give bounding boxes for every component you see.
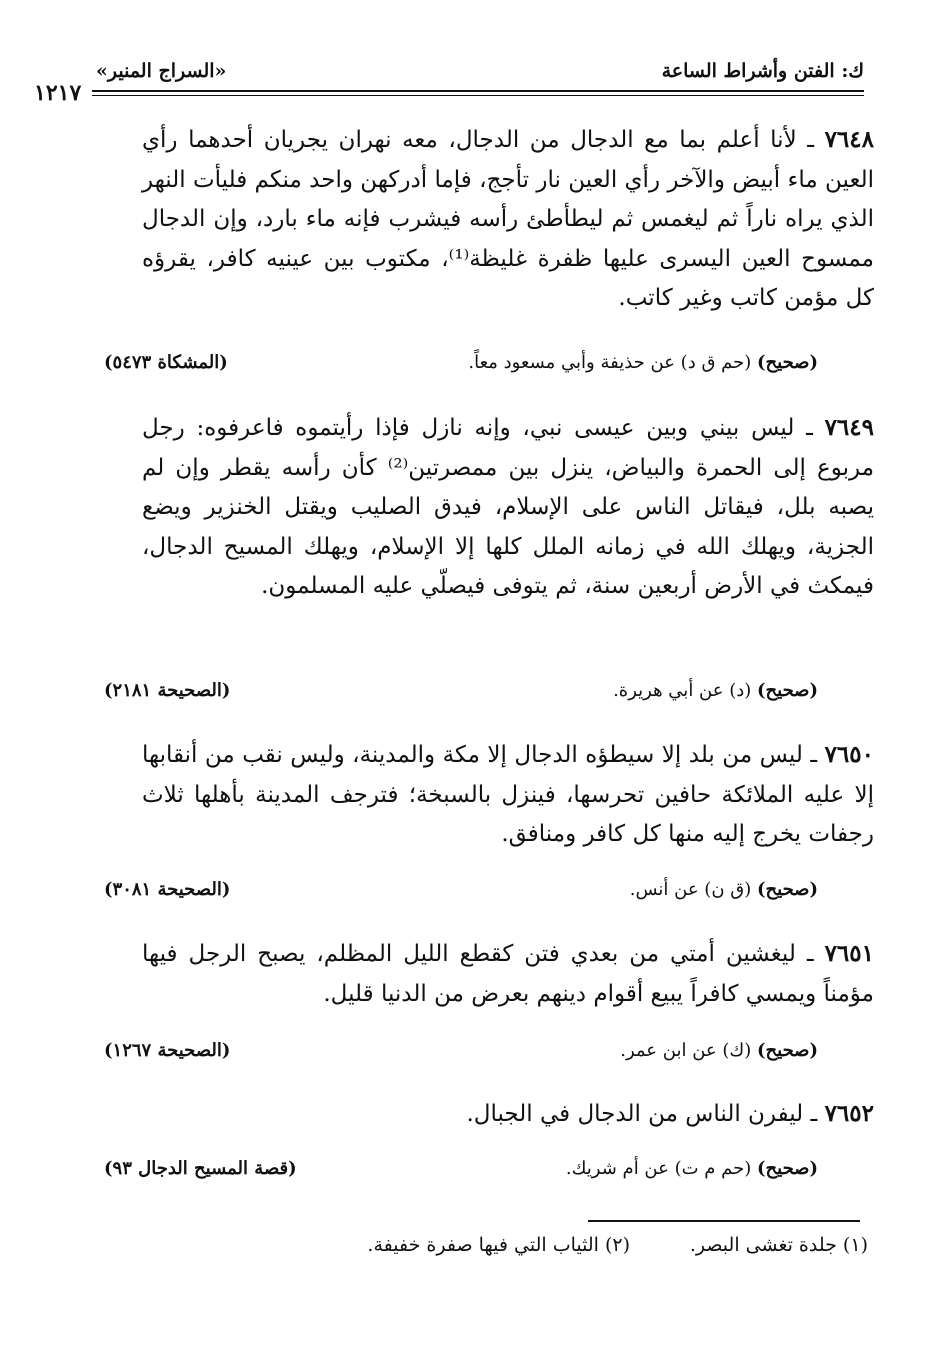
hadith-7651: ٧٦٥١ ـ ليغشين أمتي من بعدي فتن كقطع الليل المظلم، يصبح الرجل فيها مؤمناً ويمسي كافراً يبيع أقوام دينهم بعرض من الدنيا قليل. <box>142 940 874 1007</box>
grade-label: (صحيح) <box>757 879 818 900</box>
hadith-number: ٧٦٤٨ <box>824 126 874 153</box>
hadith-text: ليس بيني وبين عيسى نبي، وإنه نازل فإذا رأيتموه فاعرفوه: رجل مربوع إلى الحمرة والبياض، ينزل بين ممصرتين⁽²⁾ كأن رأسه يقطر وإن لم يصبه بلل، فيقاتل الناس على الإسلام، فيدق الصليب ويقتل الخنزير ويضع الجزية، ويهلك الله في زمانه الملل كلها إلا الإسلام، ويهلك المسيح الدجال، فيمكث في الأرض أربعين سنة، ثم يتوفى فيصلّي عليه المسلمون. <box>142 415 875 599</box>
hadith-sources: (ق ن) عن أنس. <box>629 879 752 900</box>
hadith-grade-row <box>104 352 818 382</box>
grade-label: (صحيح) <box>757 1158 818 1179</box>
hadith-grade <box>468 352 818 373</box>
hadith-number: ٧٦٥٠ <box>824 741 874 768</box>
hadith-7648: ٧٦٤٨ ـ لأنا أعلم بما مع الدجال من الدجال، معه نهران يجريان أحدهما رأي العين ماء أبيض والآخر رأي العين نار تأجج، فإما أدركهن واحد منكم فليأت النهر الذي يراه ناراً ثم ليغمس ثم ليطأطئ رأسه فيشرب فإنه ماء بارد، وإن الدجال ممسوح العين اليسرى عليها ظفرة غليظة⁽¹⁾، مكتوب بين عينيه كافر، يقرؤه كل مؤمن كاتب وغير كاتب. <box>142 126 874 311</box>
hadith-7650: ٧٦٥٠ ـ ليس من بلد إلا سيطؤه الدجال إلا مكة والمدينة، وليس نقب من أنقابها إلا عليه الملائكة حافين تحرسها، فينزل بالسبخة؛ فترجف المدينة بأهلها ثلاث رجفات يخرج إليه منها كل كافر ومنافق. <box>142 741 874 847</box>
hadith-grade-row <box>104 1040 818 1070</box>
book-title: «السراج المنير» <box>96 60 227 82</box>
hadith-grade <box>630 879 818 900</box>
hadith-text: ليغشين أمتي من بعدي فتن كقطع الليل المظلم، يصبح الرجل فيها مؤمناً ويمسي كافراً يبيع أقوام دينهم بعرض من الدنيا قليل. <box>142 941 874 1007</box>
hadith-reference: (الصحيحة ١٢٦٧) <box>104 1040 231 1061</box>
page-number: ١٢١٧ <box>34 80 82 106</box>
hadith-grade-row <box>104 879 818 909</box>
hadith-7649: ٧٦٤٩ ـ ليس بيني وبين عيسى نبي، وإنه نازل فإذا رأيتموه فاعرفوه: رجل مربوع إلى الحمرة والبياض، ينزل بين ممصرتين⁽²⁾ كأن رأسه يقطر وإن لم يصبه بلل، فيقاتل الناس على الإسلام، فيدق الصليب ويقتل الخنزير ويضع الجزية، ويهلك الله في زمانه الملل كلها إلا الإسلام، ويهلك المسيح الدجال، فيمكث في الأرض أربعين سنة، ثم يتوفى فيصلّي عليه المسلمون. <box>142 414 875 599</box>
grade-label: (صحيح) <box>757 1040 818 1061</box>
hadith-sources: (ك) عن ابن عمر. <box>620 1040 752 1061</box>
hadith-reference: (المشكاة ٥٤٧٣) <box>104 352 228 373</box>
grade-label: (صحيح) <box>757 680 818 701</box>
hadith-grade <box>613 680 818 701</box>
header-rule <box>92 90 864 92</box>
footnote-2: (٢) الثياب التي فيها صفرة خفيفة. <box>367 1234 630 1256</box>
grade-label: (صحيح) <box>757 352 818 373</box>
page-header <box>34 58 864 106</box>
header-rule-thin <box>92 95 864 96</box>
hadith-grade <box>566 1158 818 1179</box>
hadith-reference: (قصة المسيح الدجال ٩٣) <box>104 1158 297 1179</box>
chapter-title: ك: الفتن وأشراط الساعة <box>661 60 864 82</box>
hadith-grade <box>620 1040 818 1061</box>
hadith-reference: (الصحيحة ٢١٨١) <box>104 680 231 701</box>
hadith-text: ليفرن الناس من الدجال في الجبال. <box>466 1101 804 1127</box>
hadith-sources: (د) عن أبي هريرة. <box>613 680 752 701</box>
hadith-number: ٧٦٥١ <box>824 940 874 967</box>
hadith-number: ٧٦٤٩ <box>824 414 874 441</box>
hadith-sources: (حم م ت) عن أم شريك. <box>565 1158 752 1179</box>
hadith-sources: (حم ق د) عن حذيفة وأبي مسعود معاً. <box>468 352 752 373</box>
hadith-grade-row <box>104 680 818 710</box>
footnote-rule <box>588 1220 860 1222</box>
hadith-7652: ٧٦٥٢ ـ ليفرن الناس من الدجال في الجبال. <box>466 1100 874 1127</box>
hadith-text: لأنا أعلم بما مع الدجال من الدجال، معه نهران يجريان أحدهما رأي العين ماء أبيض والآخر رأي العين نار تأجج، فإما أدركهن واحد منكم فليأت النهر الذي يراه ناراً ثم ليغمس ثم ليطأطئ رأسه فيشرب فإنه ماء بارد، وإن الدجال ممسوح العين اليسرى عليها ظفرة غليظة⁽¹⁾، مكتوب بين عينيه كافر، يقرؤه كل مؤمن كاتب وغير كاتب. <box>142 127 874 311</box>
footnote-1: (١) جلدة تغشى البصر. <box>689 1234 868 1256</box>
hadith-grade-row <box>104 1158 818 1188</box>
hadith-reference: (الصحيحة ٣٠٨١) <box>104 879 231 900</box>
hadith-number: ٧٦٥٢ <box>824 1100 874 1127</box>
hadith-text: ليس من بلد إلا سيطؤه الدجال إلا مكة والمدينة، وليس نقب من أنقابها إلا عليه الملائكة حافين تحرسها، فينزل بالسبخة؛ فترجف المدينة بأهلها ثلاث رجفات يخرج إليه منها كل كافر ومنافق. <box>142 742 874 847</box>
